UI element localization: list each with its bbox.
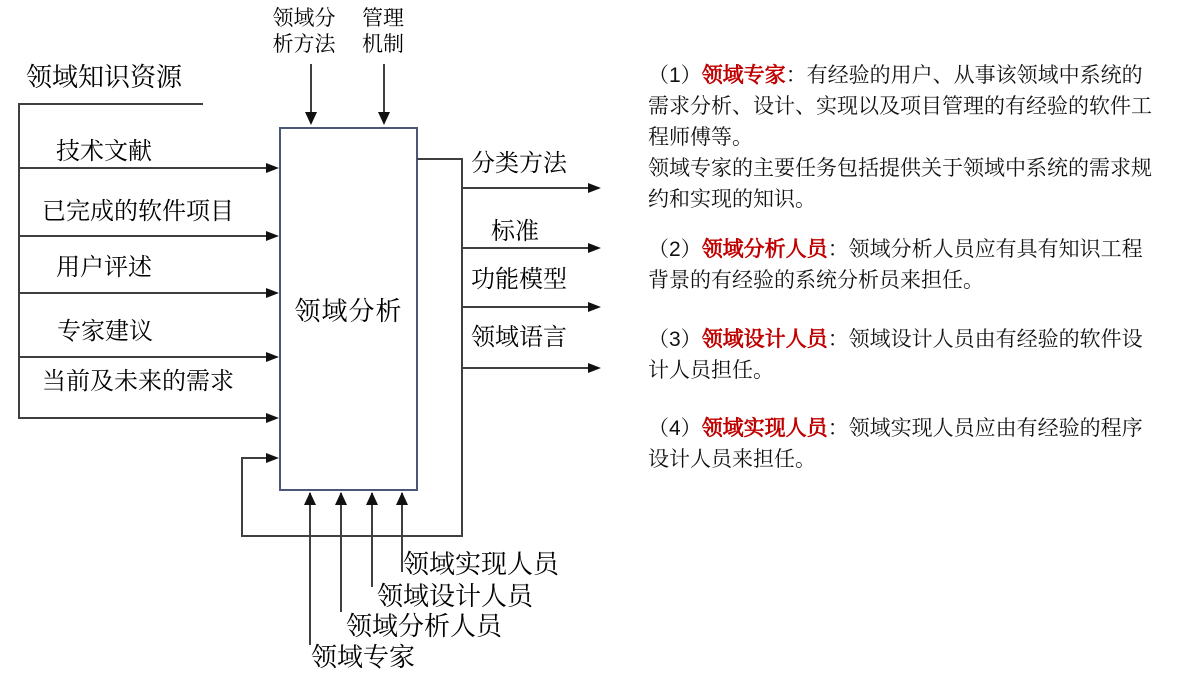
note-text-line: 需求分析、设计、实现以及项目管理的有经验的软件工 [648,95,1152,118]
arrowhead-right-icon [266,413,279,423]
arrowhead-right-icon [588,302,601,312]
arrowhead-down-icon [378,112,390,125]
note-text-line: 设计人员来担任。 [648,448,816,471]
arrowhead-right-icon [588,363,601,373]
arrowhead-right-icon [588,183,601,193]
note-domain-analyst [648,234,1172,296]
output-arrow-line [462,367,590,369]
note-number: （2） [648,238,702,261]
feedback-loop-bottom-line [241,535,462,537]
output-label-domain-language: 领域语言 [471,324,567,351]
arrowhead-right-icon [266,231,279,241]
note-text: ：领域分析人员应有具有知识工程 [827,238,1143,261]
top-input-label-management-mechanism [352,6,414,58]
note-first-line [648,234,1172,265]
arrowhead-down-icon [305,112,317,125]
note-text: ：有经验的用户、从事该领域中系统的 [785,64,1143,87]
note-first-line [648,60,1172,91]
note-domain-expert [648,60,1172,215]
feedback-loop-arrow-line [241,457,268,459]
role-label-domain-analyst: 领域分析人员 [346,611,503,641]
output-rail-connector [417,158,463,160]
note-text-line: 计人员担任。 [648,359,774,382]
top-arrow-line [310,64,312,114]
arrowhead-up-icon [366,492,378,505]
note-first-line [648,324,1172,355]
note-text-line: 程师傅等。 [648,126,753,149]
arrowhead-up-icon [304,492,316,505]
output-rail-line [461,158,463,537]
arrowhead-right-icon [266,163,279,173]
note-number: （4） [648,417,702,440]
source-group-title: 领域知识资源 [26,62,183,92]
note-domain-implementer [648,413,1172,475]
top-input-line: 析方法 [272,33,336,56]
role-arrow-line [340,493,342,612]
role-label-domain-expert: 领域专家 [311,642,416,672]
note-number: （1） [648,64,702,87]
note-term: 领域实现人员 [701,417,828,440]
input-arrow-line [18,235,266,237]
input-label-user-reviews: 用户评述 [56,254,152,281]
arrowhead-right-icon [588,243,601,253]
top-arrow-line [383,64,385,114]
note-domain-designer [648,324,1172,386]
arrowhead-right-icon [266,288,279,298]
note-term: 领域分析人员 [701,238,828,261]
process-box-domain-analysis [279,127,418,491]
note-first-line [648,413,1172,444]
note-text-line: 领域专家的主要任务包括提供关于领域中系统的需求规 [648,157,1152,180]
top-input-line: 管理 [362,7,404,30]
output-arrow-line [462,306,590,308]
input-arrow-line [18,356,266,358]
input-arrow-line [18,167,266,169]
top-input-label-analysis-method [266,6,342,58]
top-input-line: 机制 [362,33,404,56]
arrowhead-right-icon [266,453,279,463]
output-label-standard: 标准 [491,218,539,245]
note-term: 领域设计人员 [701,328,828,351]
note-text-line: 背景的有经验的系统分析员来担任。 [648,269,984,292]
feedback-loop-left-line [241,457,243,537]
input-arrow-line [18,292,266,294]
output-label-classification-method: 分类方法 [471,150,567,177]
output-label-functional-model: 功能模型 [471,266,567,293]
role-label-domain-implementer: 领域实现人员 [403,549,560,579]
arrowhead-up-icon [396,492,408,505]
arrowhead-right-icon [266,352,279,362]
role-arrow-line [309,493,311,645]
source-bracket-line [18,103,203,105]
note-term: 领域专家 [701,64,786,87]
input-label-expert-advice: 专家建议 [57,318,153,345]
role-label-domain-designer: 领域设计人员 [377,581,534,611]
input-label-technical-literature: 技术文献 [56,138,152,165]
input-label-completed-projects: 已完成的软件项目 [42,198,234,225]
process-box-label: 领域分析 [294,295,403,326]
input-label-current-future-requirements: 当前及未来的需求 [42,368,234,395]
role-arrow-line [371,493,373,587]
note-text-line: 约和实现的知识。 [648,188,816,211]
note-number: （3） [648,328,702,351]
note-text: ：领域实现人员应由有经验的程序 [827,417,1143,440]
input-arrow-line [18,417,266,419]
note-text: ：领域设计人员由有经验的软件设 [827,328,1143,351]
top-input-line: 领域分 [272,7,336,30]
output-arrow-line [462,187,590,189]
output-arrow-line [462,247,590,249]
source-rail-line [18,103,20,419]
arrowhead-up-icon [335,492,347,505]
